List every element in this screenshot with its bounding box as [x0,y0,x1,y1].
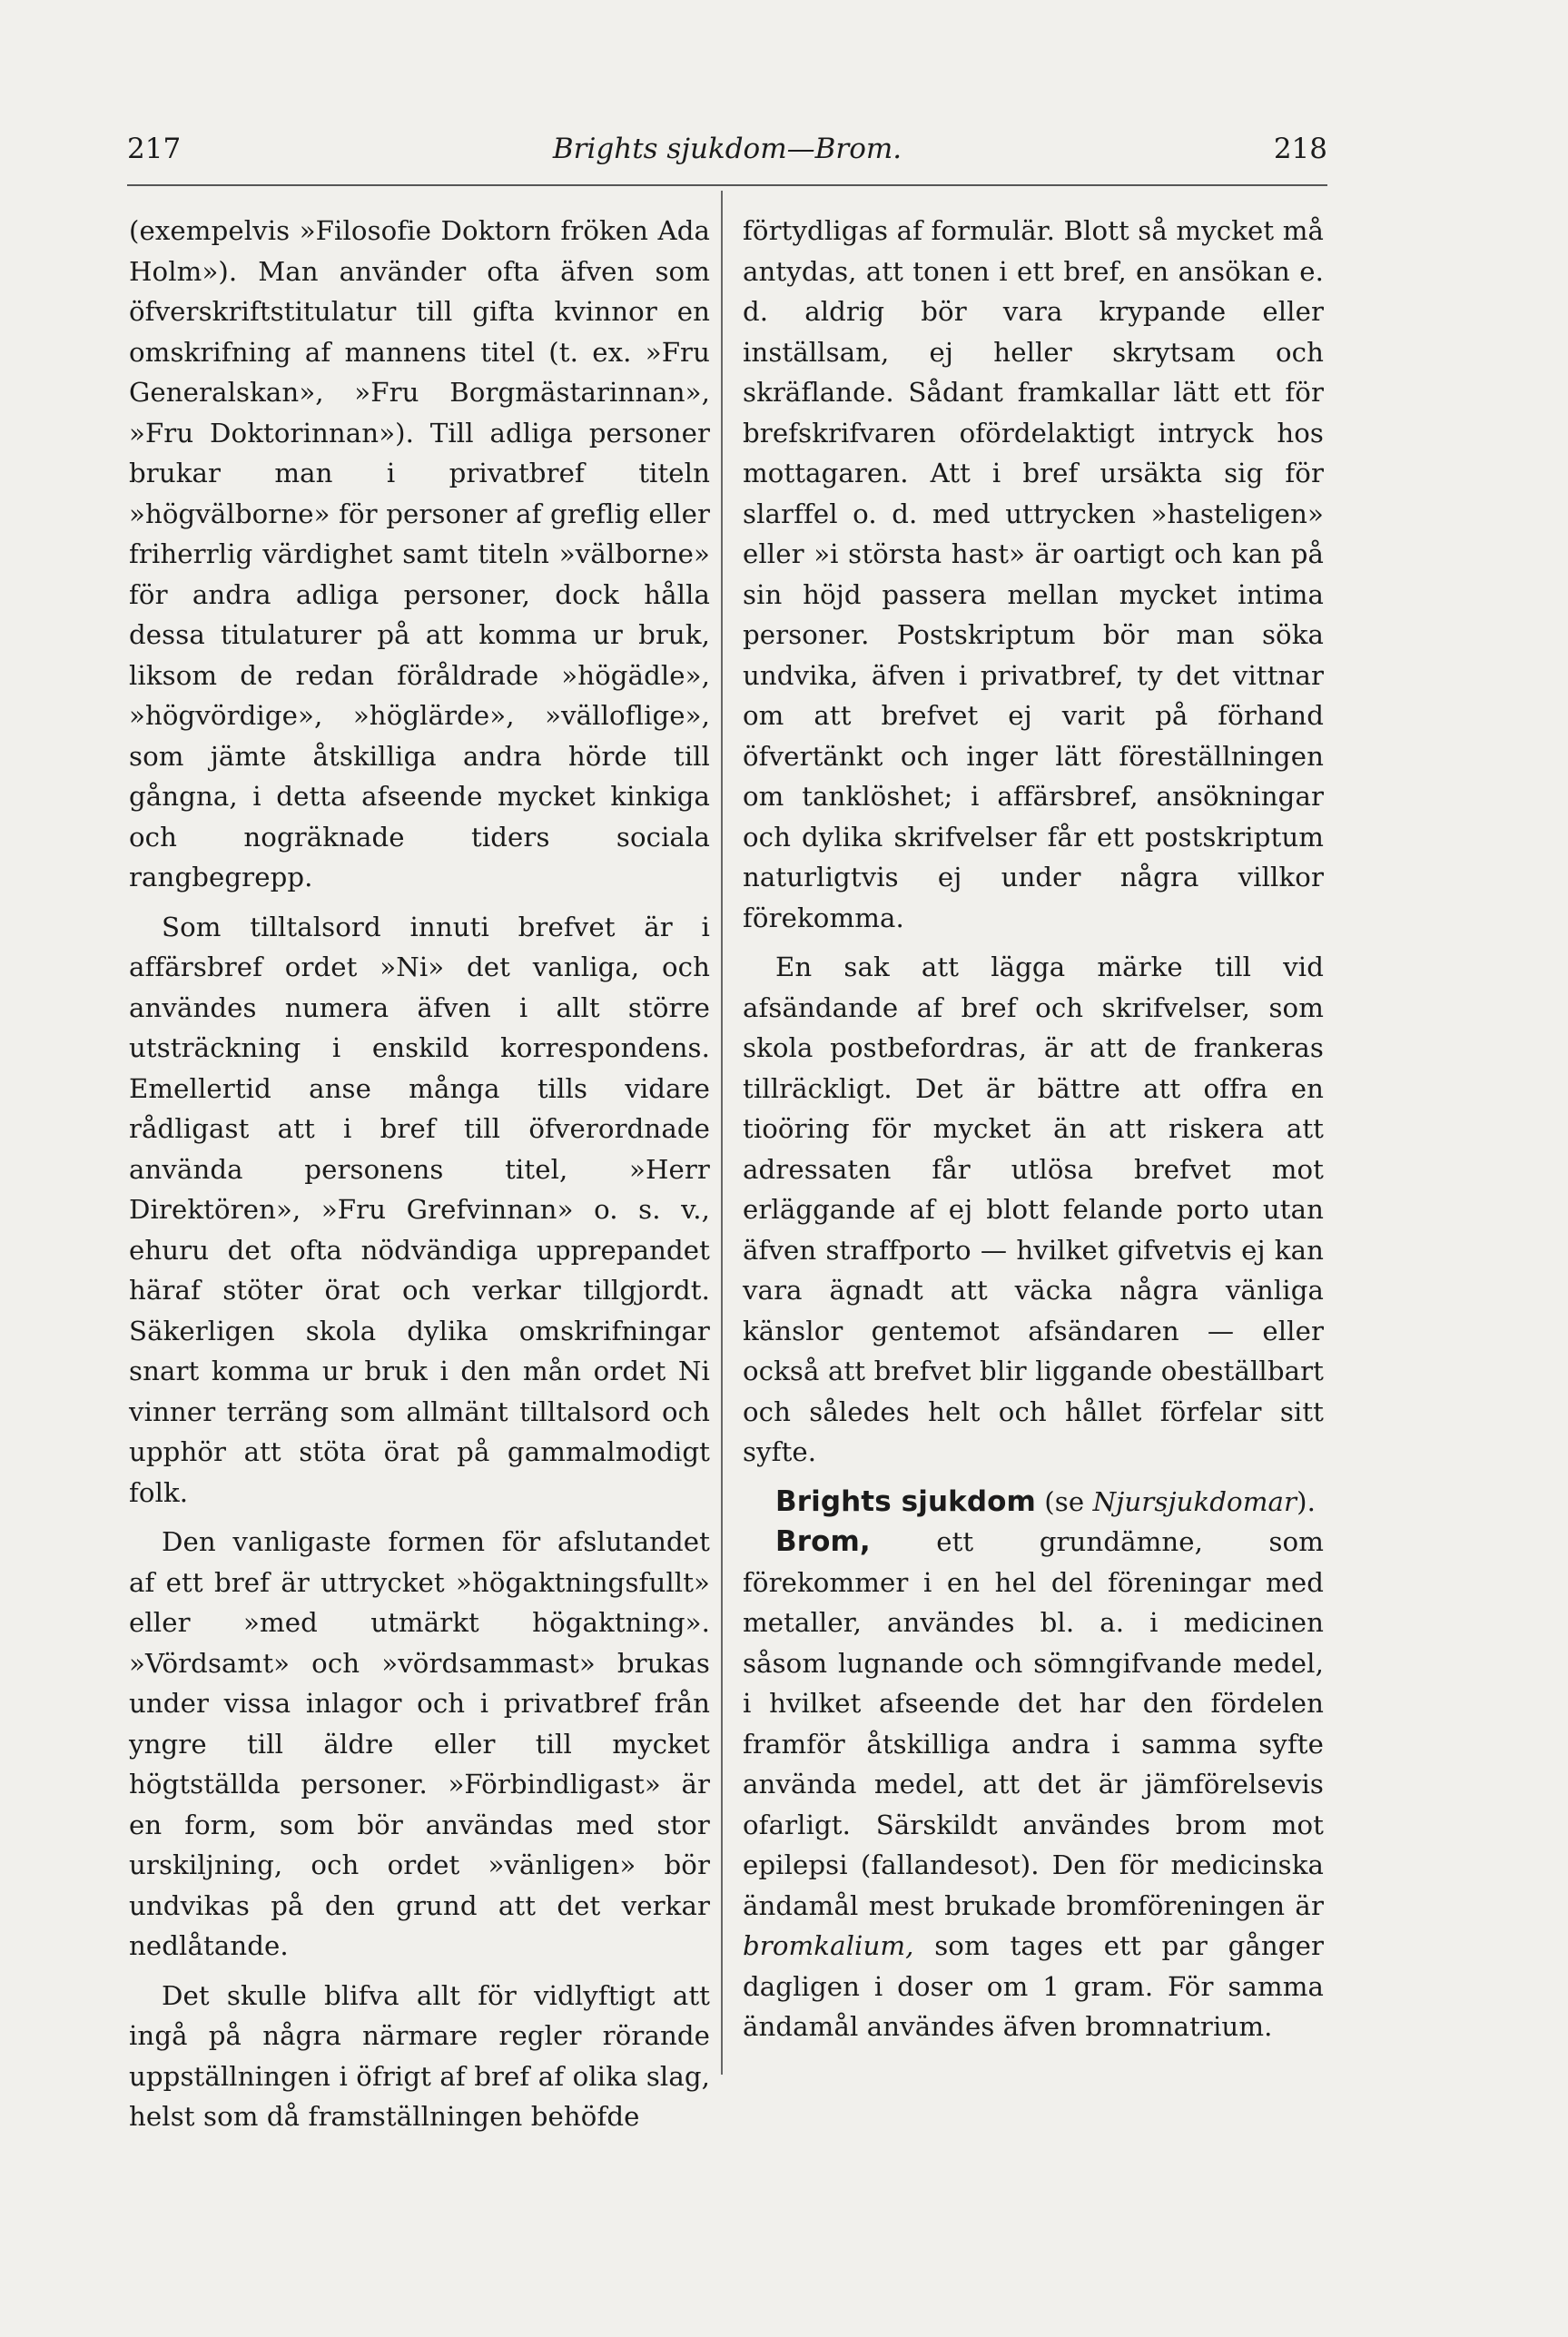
page-number-right: 218 [1273,133,1327,165]
cross-reference: Njursjukdomar [1092,1485,1297,1517]
header-rule [127,184,1327,186]
left-column [129,211,710,2137]
paragraph: Som tilltalsord innuti brefvet är i affärsbref ordet »Ni» det vanliga, och användes numera äfven i allt större utsträckning i enskild korrespondens. Emellertid anse många tills vidare rådligast att i bref till öfverordnade använda personens titel, »Herr Direktören», »Fru Grefvinnan» o. s. v., ehuru det ofta nödvändiga upprepandet häraf stöter örat och verkar tillgjordt. Säkerligen skola dylika omskrifningar snart komma ur bruk i den mån ordet Ni vinner terräng som allmänt tilltalsord och upphör att stöta örat på gammalmodigt folk. [129,911,710,1508]
entry-headword: Brom, [775,1525,871,1558]
italic-term: bromkalium, [743,1930,914,1961]
paragraph: Den vanligaste formen för afslutandet af ett bref är uttrycket »högaktningsfullt» eller »med utmärkt högaktning». »Vördsamt» och »vördsammast» brukas under vissa inlagor och i privatbref från yngre till äldre eller till mycket högtställda personer. »Förbindligast» är en form, som bör användas med stor urskiljning, och ordet »vänligen» bör undvikas på den grund att det verkar nedlåtande. [129,1526,710,1961]
page-number-left: 217 [127,133,182,165]
entry-text: ). [1297,1485,1316,1517]
paragraph: En sak att lägga märke till vid afsändande af bref och skrifvelser, som skola postbefordras, är att de frankeras tillräckligt. Det är bättre att offra en tioöring för mycket än att riskera att adressaten får utlösa brefvet mot erläggande af ej blott felande porto utan äfven straffporto — hvilket gifvetvis ej kan vara ägnadt att väcka några vänliga känslor gentemot afsändaren — eller också att brefvet blir liggande obeställbart och således helt och hållet förfelar sitt syfte. [743,952,1324,1467]
running-title: Brights sjukdom—Brom. [552,133,902,165]
paragraph: förtydligas af formulär. Blott så mycket må antydas, att tonen i ett bref, en ansökan e. d. aldrig bör vara krypande eller inställsam, ej heller skrytsam och skräflande. Sådant framkallar lätt ett för brefskrifvaren ofördelaktigt intryck hos mottagaren. Att i bref ursäkta sig för slarffel o. d. med uttrycken »hasteligen» eller »i största hast» är oartigt och kan på sin höjd passera mellan mycket intima personer. Postskriptum bör man söka undvika, äfven i privatbref, ty det vittnar om att brefvet ej varit på förhand öfvertänkt och inger lätt föreställningen om tanklöshet; i affärsbref, ansökningar och dylika skrifvelser får ett postskriptum naturligtvis ej under några villkor förekomma. [743,215,1324,933]
entry-text: ett grundämne, som förekommer i en hel del föreningar med metaller, användes bl. a. i medicinen såsom lugnande och sömngifvande medel, i hvilket afseende det har den fördelen framför åtskilliga andra i samma syfte använda medel, att det är jämförelsevis ofarligt. Särskildt användes brom mot epilepsi (fallandesot). Den för medicinska ändamål mest brukade bromföreningen är [743,1526,1324,1921]
entry-text: som tages ett par gånger dagligen i doser om 1 gram. För samma ändamål användes äfven bromnatrium. [743,1930,1324,2042]
entry-brights-sjukdom [743,1482,1324,1523]
right-column [743,211,1324,2047]
entry-text: (se [1035,1485,1093,1517]
entry-headword: Brights sjukdom [775,1484,1036,1518]
page-header [127,125,1327,171]
paragraph: (exempelvis »Filosofie Doktorn fröken Ada Holm»). Man använder ofta äfven som öfverskriftstitulatur till gifta kvinnor en omskrifning af mannens titel (t. ex. »Fru Generalskan», »Fru Borgmästarinnan», »Fru Doktorinnan»). Till adliga personer brukar man i privatbref titeln »högvälborne» för personer af greflig eller friherrlig värdighet samt titeln »välborne» för andra adliga personer, dock hålla dessa titulaturer på att komma ur bruk, liksom de redan föråldrade »högädle», »högvördige», »höglärde», »välloflige», som jämte åtskilliga andra hörde till gångna, i detta afseende mycket kinkiga och nogräknade tiders sociala rangbegrepp. [129,215,710,892]
paragraph: Det skulle blifva allt för vidlyftigt att ingå på några närmare regler rörande uppställningen i öfrigt af bref af olika slag, helst som då framställningen behöfde [129,1979,710,2132]
entry-brom [743,1522,1324,2047]
column-divider [721,191,723,2075]
